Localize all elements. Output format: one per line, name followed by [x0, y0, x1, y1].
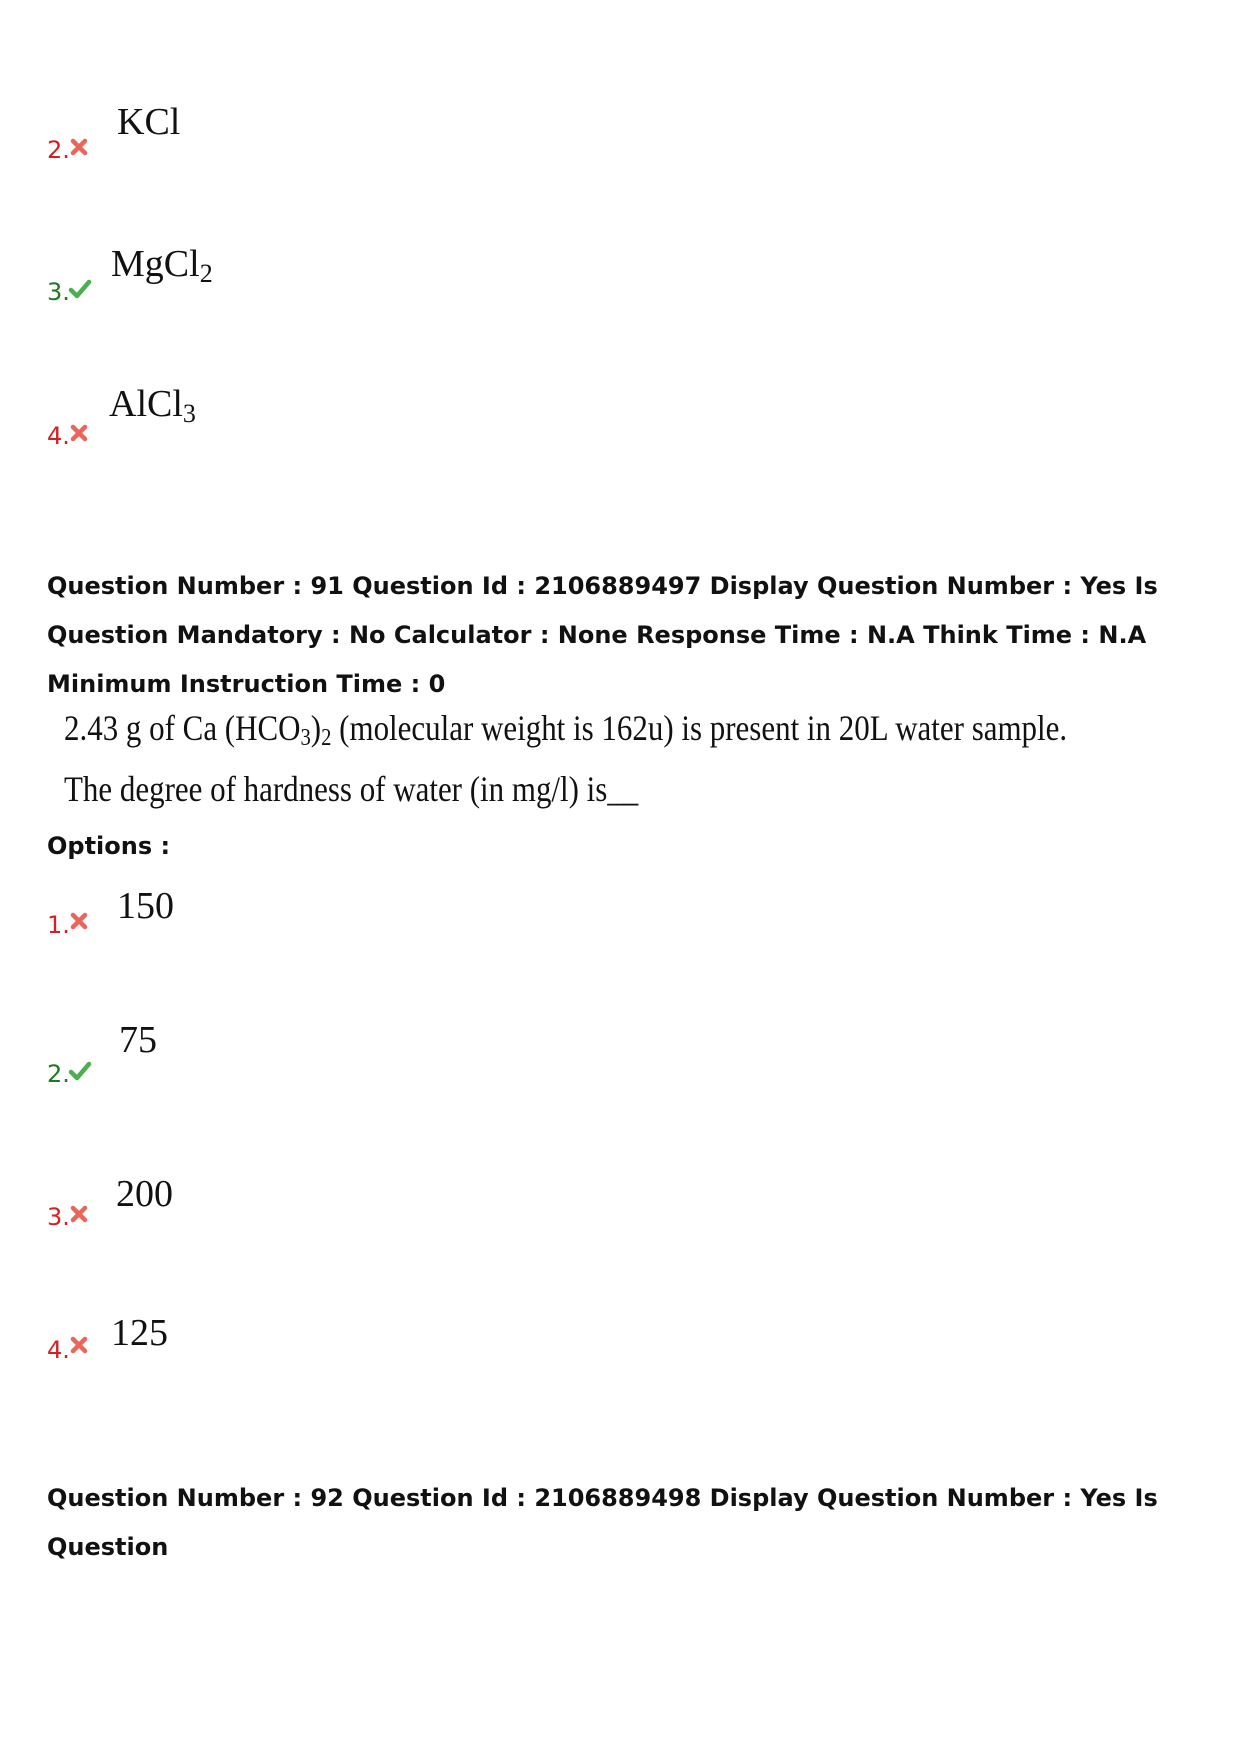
question-meta: Question Number : 92 Question Id : 2106889498 Display Question Number : Yes Is Question — [47, 1484, 1158, 1561]
option-number: 3. — [47, 1203, 70, 1231]
option-text: 125 — [111, 1312, 168, 1354]
option-text: AlCl$_3$ — [109, 383, 196, 428]
cross-icon — [68, 1203, 90, 1225]
cross-icon — [68, 910, 90, 932]
cross-icon — [68, 1334, 90, 1356]
option-number: 1. — [47, 911, 70, 939]
question-text-line-2: The degree of hardness of water (in mg/l) is__ — [64, 769, 639, 809]
option-number: 2. — [47, 136, 70, 164]
option-text: KCl — [117, 101, 181, 143]
option-text: 75 — [119, 1019, 157, 1061]
option-text: MgCl$_2$ — [111, 243, 213, 288]
question-meta: Question Number : 91 Question Id : 2106889497 Display Question Number : Yes Is Question Mandatory : No Calculator : None Response Time : N.A Think Time : N.A Minimum Instruction Time : 0 — [47, 572, 1158, 698]
cross-icon — [68, 136, 90, 158]
check-icon — [68, 278, 92, 300]
option-number: 4. — [47, 422, 70, 450]
option-number: 2. — [47, 1060, 70, 1088]
question-text-line-1: 2.43 g of Ca $(HCO_3)_2$ (molecular weight is 162u) is present in 20L water sample. — [64, 708, 1068, 751]
check-icon — [68, 1060, 92, 1082]
option-number: 4. — [47, 1336, 70, 1364]
option-text: 150 — [117, 885, 174, 927]
option-text: 200 — [116, 1173, 173, 1215]
cross-icon — [68, 422, 90, 444]
options-label: Options : — [47, 832, 171, 860]
option-number: 3. — [47, 278, 70, 306]
